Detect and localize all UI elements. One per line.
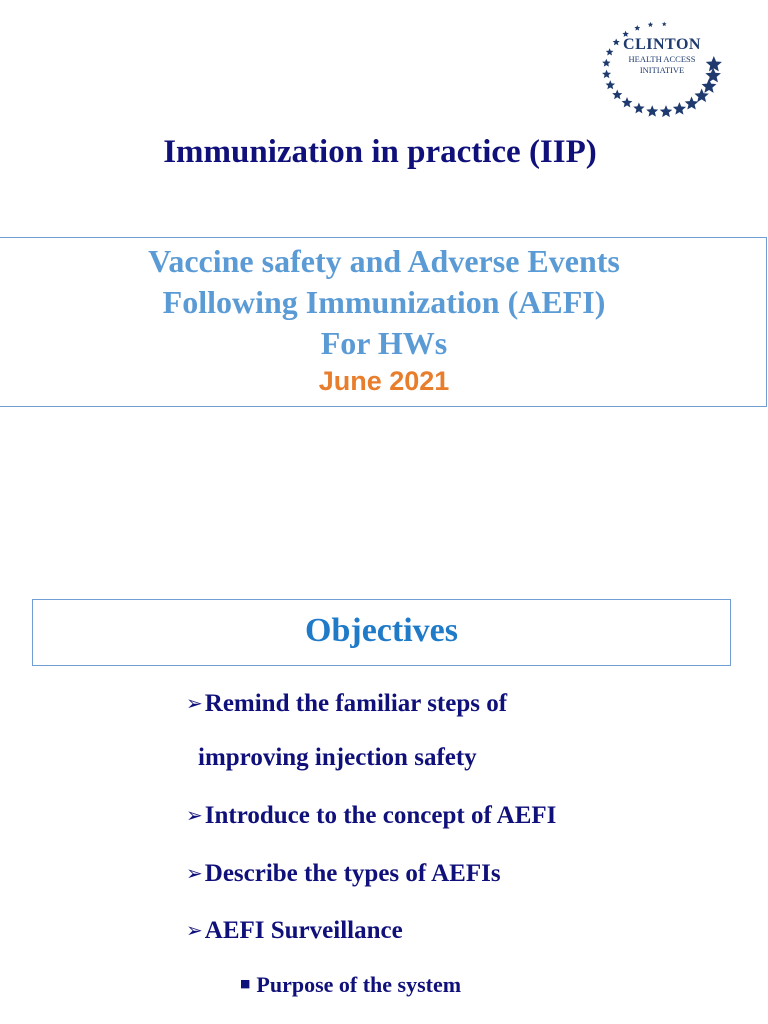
star-icon [633,103,644,114]
arrow-bullet-icon: ➢ [186,861,203,885]
star-icon [648,22,653,27]
date-label: June 2021 [318,366,450,396]
objective-item [186,802,556,830]
objectives-heading: Objectives [305,612,458,649]
star-icon [673,102,686,115]
star-icon [705,68,721,83]
subtitle-line-2: Following Immunization (AEFI) [162,284,606,320]
page-title: Immunization in practice (IIP) [163,134,597,170]
objective-sub-item [240,972,461,998]
objective-item [186,690,507,718]
star-icon [602,70,611,79]
objective-item [186,860,501,888]
objective-text: Describe the types of AEFIs [204,860,501,887]
sub-item-text: Purpose of the system [256,972,462,997]
logo-line-1: CLINTON [623,36,701,53]
objective-text: Remind the familiar steps of [204,690,508,717]
objective-text: Introduce to the concept of AEFI [204,802,557,829]
logo-line-3: INITIATIVE [639,65,685,75]
star-icon [613,39,620,46]
star-icon [662,22,667,27]
arrow-bullet-icon: ➢ [186,691,203,715]
star-icon [606,48,614,55]
star-icon [612,90,622,100]
star-icon [706,56,722,71]
objective-text: AEFI Surveillance [204,917,403,944]
star-icon [606,80,616,89]
logo-text [620,36,704,76]
square-bullet-icon: ■ [240,977,251,990]
star-icon [685,96,699,109]
objective-item [186,917,403,945]
objective-item-continuation [198,744,477,772]
objective-text: improving injection safety [198,744,477,771]
clinton-logo [598,14,722,122]
arrow-bullet-icon: ➢ [186,803,203,827]
star-icon [622,97,633,107]
logo-line-2: HEALTH ACCESS [628,54,696,64]
star-icon [634,25,640,31]
star-icon [660,105,673,117]
arrow-bullet-icon: ➢ [186,918,203,942]
subtitle-line-1: Vaccine safety and Adverse Events [148,243,620,279]
star-icon [646,105,658,116]
star-icon [602,59,610,67]
subtitle-line-3: For HWs [320,325,448,361]
